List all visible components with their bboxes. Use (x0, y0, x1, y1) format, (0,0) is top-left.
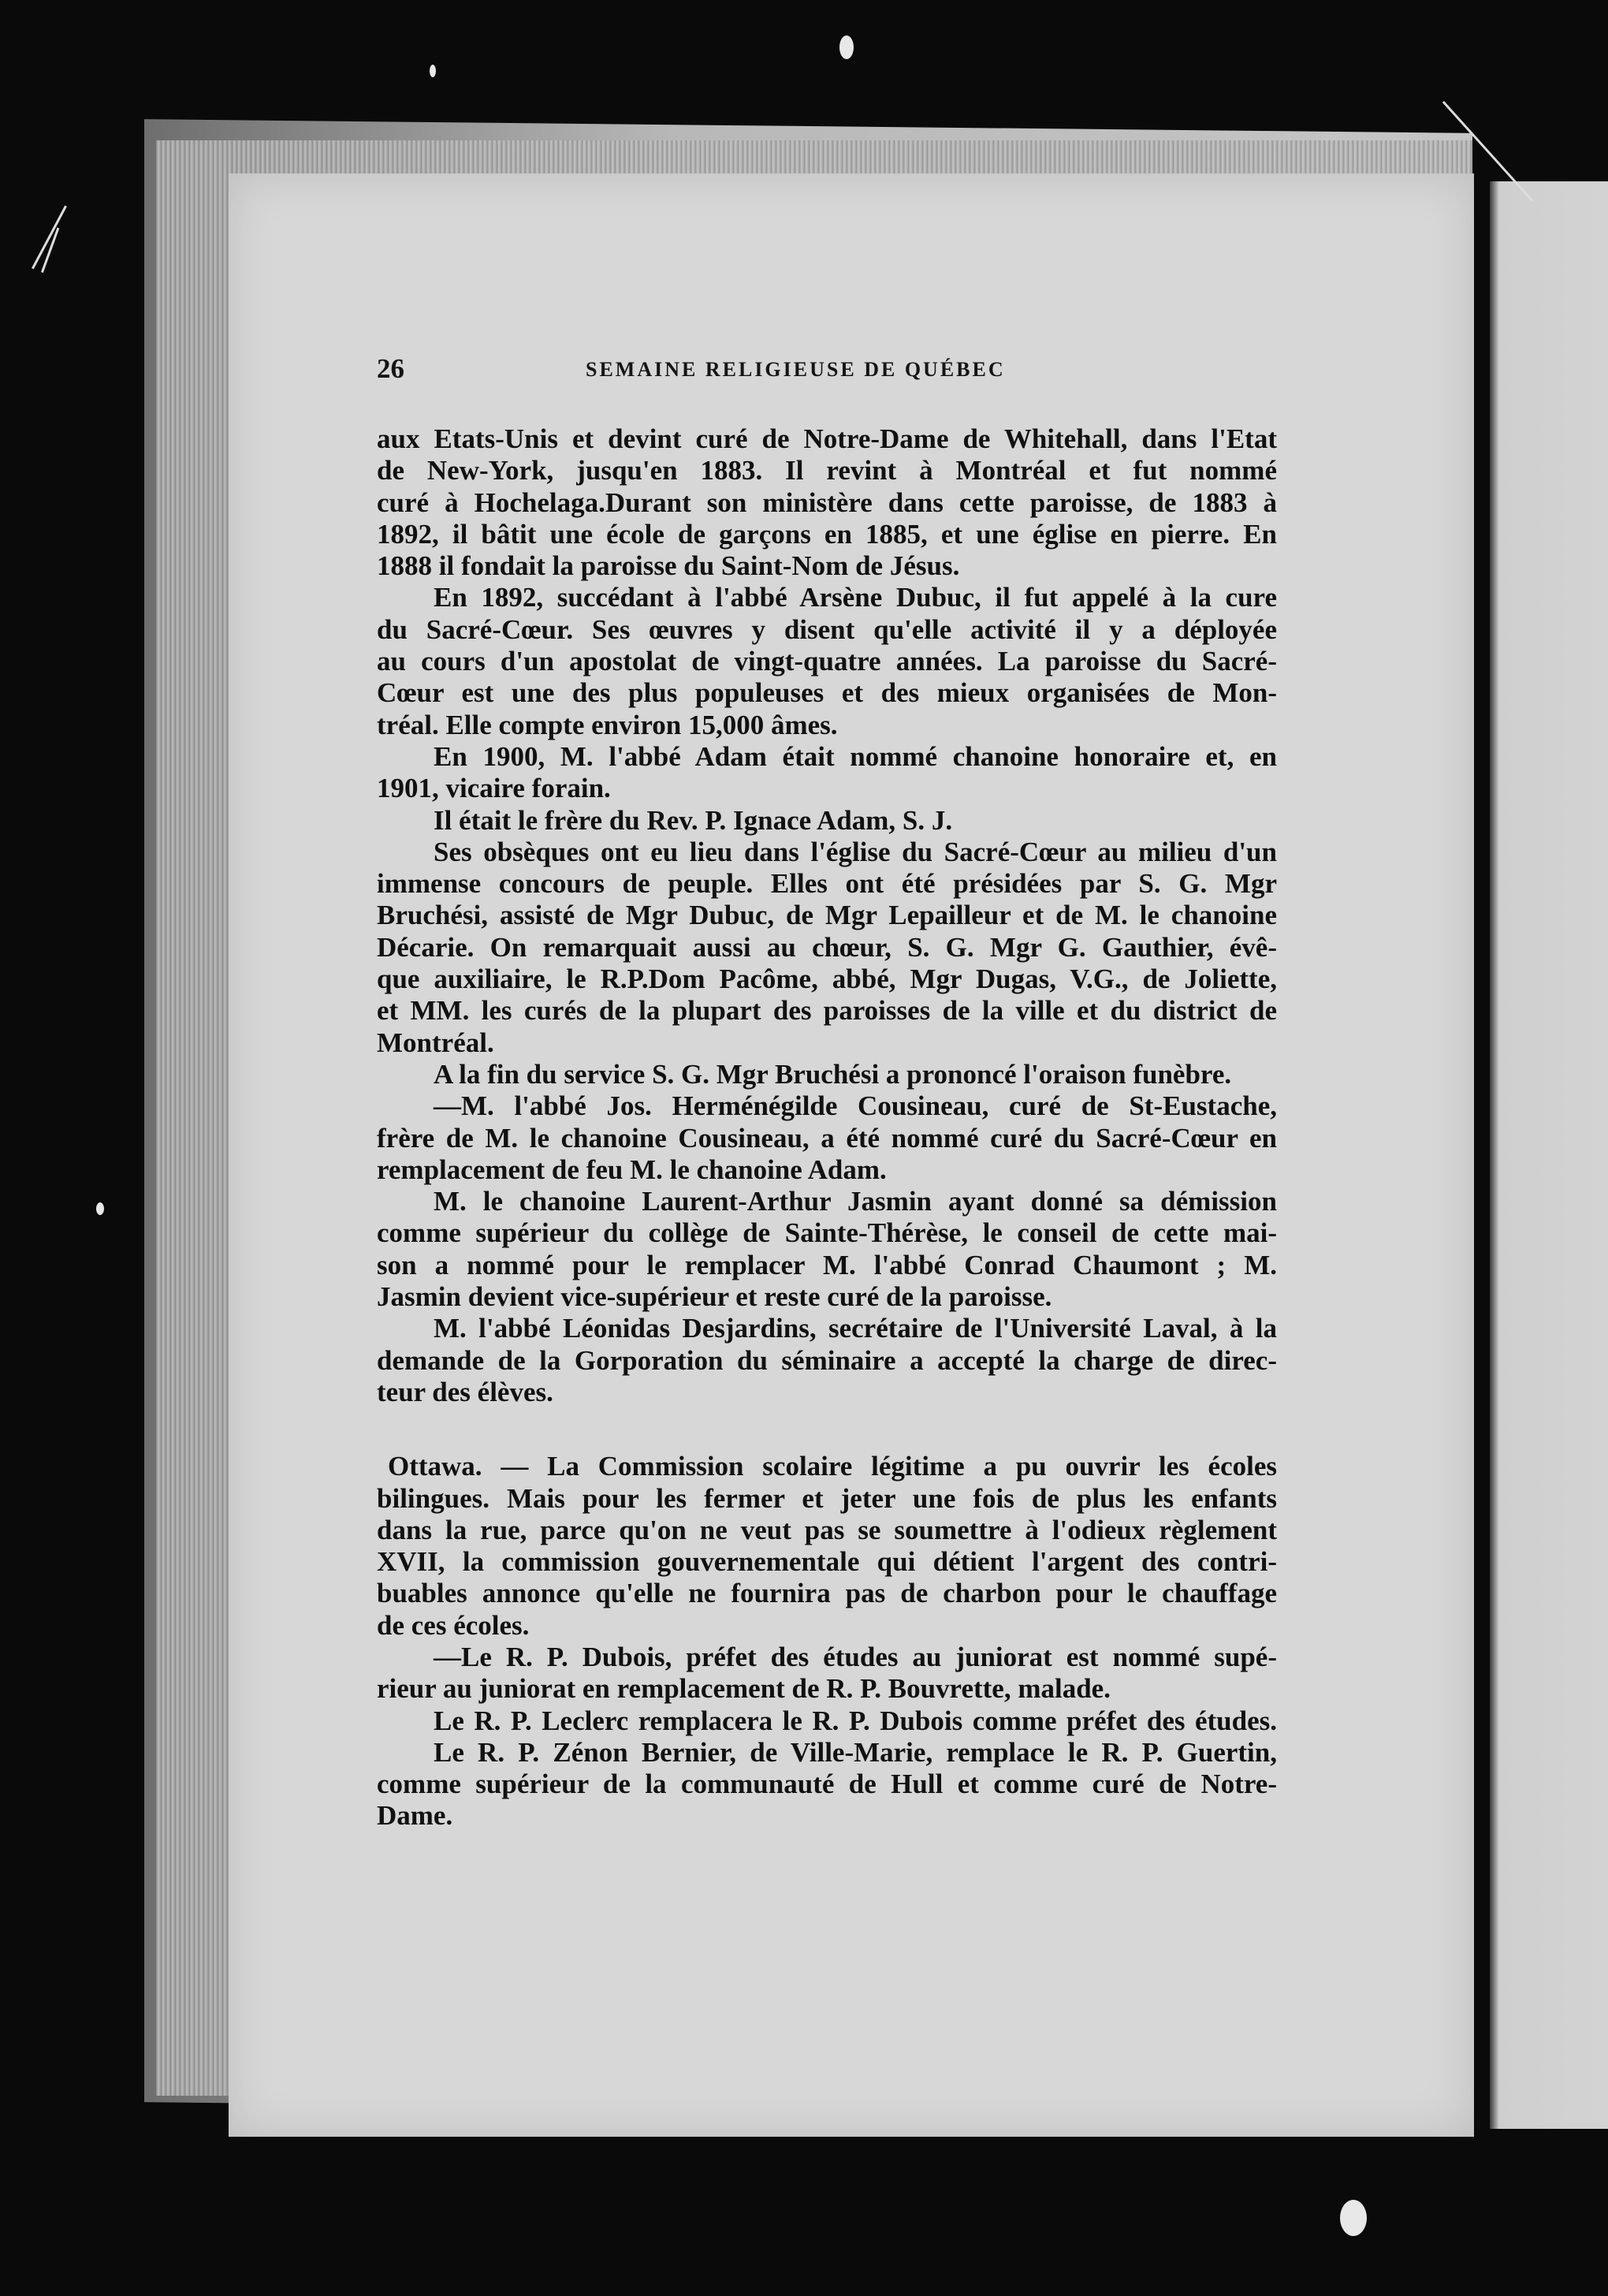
body-text (377, 423, 1277, 1832)
text-line: au cours d'un apostolat de vingt-quatre années. La paroisse du Sacré- (377, 646, 1277, 677)
text-line: aux Etats-Unis et devint curé de Notre-Dame de Whitehall, dans l'Etat (377, 423, 1277, 454)
text-line: de New-York, jusqu'en 1883. Il revint à Montréal et fut nommé (377, 455, 1277, 486)
text-line: En 1900, M. l'abbé Adam était nommé chanoine honoraire et, en (434, 740, 1277, 772)
text-line: Décarie. On remarquait aussi au chœur, S. G. Mgr G. Gauthier, évê- (377, 931, 1277, 963)
text-line: 1888 il fondait la paroisse du Saint-Nom de Jésus. (377, 550, 960, 582)
text-line: En 1892, succédant à l'abbé Arsène Dubuc, il fut appelé à la cure (434, 582, 1277, 613)
film-speck (1340, 2200, 1367, 2236)
text-line: teur des élèves. (377, 1376, 553, 1407)
text-line: bilingues. Mais pour les fermer et jeter une fois de plus les enfants (377, 1482, 1277, 1514)
text-line: M. l'abbé Léonidas Desjardins, secrétaire de l'Université Laval, à la (434, 1313, 1277, 1344)
film-scratch (32, 206, 67, 270)
text-line: A la fin du service S. G. Mgr Bruchési a prononcé l'oraison funèbre. (434, 1058, 1232, 1090)
text-line: de ces écoles. (377, 1609, 530, 1641)
running-title: SEMAINE RELIGIEUSE DE QUÉBEC (586, 358, 1006, 381)
text-line: Le R. P. Zénon Bernier, de Ville-Marie, remplace le R. P. Guertin, (434, 1736, 1277, 1768)
film-speck (96, 1202, 104, 1215)
text-line: Dame. (377, 1800, 453, 1832)
text-line: dans la rue, parce qu'on ne veut pas se soumettre à l'odieux règlement (377, 1514, 1277, 1545)
section-gap (377, 1408, 1277, 1451)
text-line: 1901, vicaire forain. (377, 773, 611, 804)
text-line: rieur au juniorat en remplacement de R. P. Bouvrette, malade. (377, 1673, 1111, 1705)
facing-page-edge (1490, 181, 1608, 2129)
text-line: tréal. Elle compte environ 15,000 âmes. (377, 709, 838, 740)
text-line: et MM. les curés de la plupart des paroisses de la ville et du district de (377, 995, 1277, 1027)
text-line: curé à Hochelaga.Durant son ministère dans cette paroisse, de 1883 à (377, 486, 1277, 518)
text-line: Bruchési, assisté de Mgr Dubuc, de Mgr Lepailleur et de M. le chanoine (377, 900, 1277, 931)
text-line: Ottawa. — La Commission scolaire légitime a pu ouvrir les écoles (388, 1451, 1277, 1482)
text-line: son a nommé pour le remplacer M. l'abbé Conrad Chaumont ; M. (377, 1249, 1277, 1280)
text-line: —M. l'abbé Jos. Herménégilde Cousineau, curé de St-Eustache, (434, 1090, 1277, 1122)
film-speck (839, 35, 854, 59)
text-line: Cœur est une des plus populeuses et des mieux organisées de Mon- (377, 677, 1277, 709)
text-line: Jasmin devient vice-supérieur et reste curé de la paroisse. (377, 1281, 1052, 1313)
text-line: du Sacré-Cœur. Ses œuvres y disent qu'elle activité il y a déployée (377, 613, 1277, 645)
text-line: comme supérieur de la communauté de Hull et comme curé de Notre- (377, 1769, 1277, 1800)
text-line: comme supérieur du collège de Sainte-Thérèse, le conseil de cette mai- (377, 1217, 1277, 1249)
text-line: 1892, il bâtit une école de garçons en 1885, et une église en pierre. En (377, 518, 1277, 550)
text-line: —Le R. P. Dubois, préfet des études au juniorat est nommé supé- (434, 1641, 1277, 1672)
text-line: buables annonce qu'elle ne fournira pas de charbon pour le chauffage (377, 1578, 1277, 1609)
text-line: M. le chanoine Laurent-Arthur Jasmin ayant donné sa démission (434, 1186, 1277, 1217)
page-number: 26 (377, 353, 404, 384)
text-line: Ses obsèques ont eu lieu dans l'église du Sacré-Cœur au milieu d'un (434, 836, 1277, 867)
text-line: Le R. P. Leclerc remplacera le R. P. Dubois comme préfet des études. (434, 1705, 1277, 1736)
text-line: XVII, la commission gouvernementale qui détient l'argent des contri- (377, 1546, 1277, 1578)
text-line: demande de la Gorporation du séminaire a accepté la charge de direc- (377, 1344, 1277, 1376)
page-header (377, 353, 1277, 391)
text-line: immense concours de peuple. Elles ont été présidées par S. G. Mgr (377, 868, 1277, 900)
film-speck (430, 65, 436, 77)
text-line: Il était le frère du Rev. P. Ignace Adam, S. J. (434, 804, 953, 836)
text-line: frère de M. le chanoine Cousineau, a été nommé curé du Sacré-Cœur en (377, 1122, 1277, 1154)
text-line: remplacement de feu M. le chanoine Adam. (377, 1154, 887, 1185)
text-line: Montréal. (377, 1027, 494, 1058)
text-line: que auxiliaire, le R.P.Dom Pacôme, abbé, Mgr Dugas, V.G., de Joliette, (377, 964, 1277, 995)
